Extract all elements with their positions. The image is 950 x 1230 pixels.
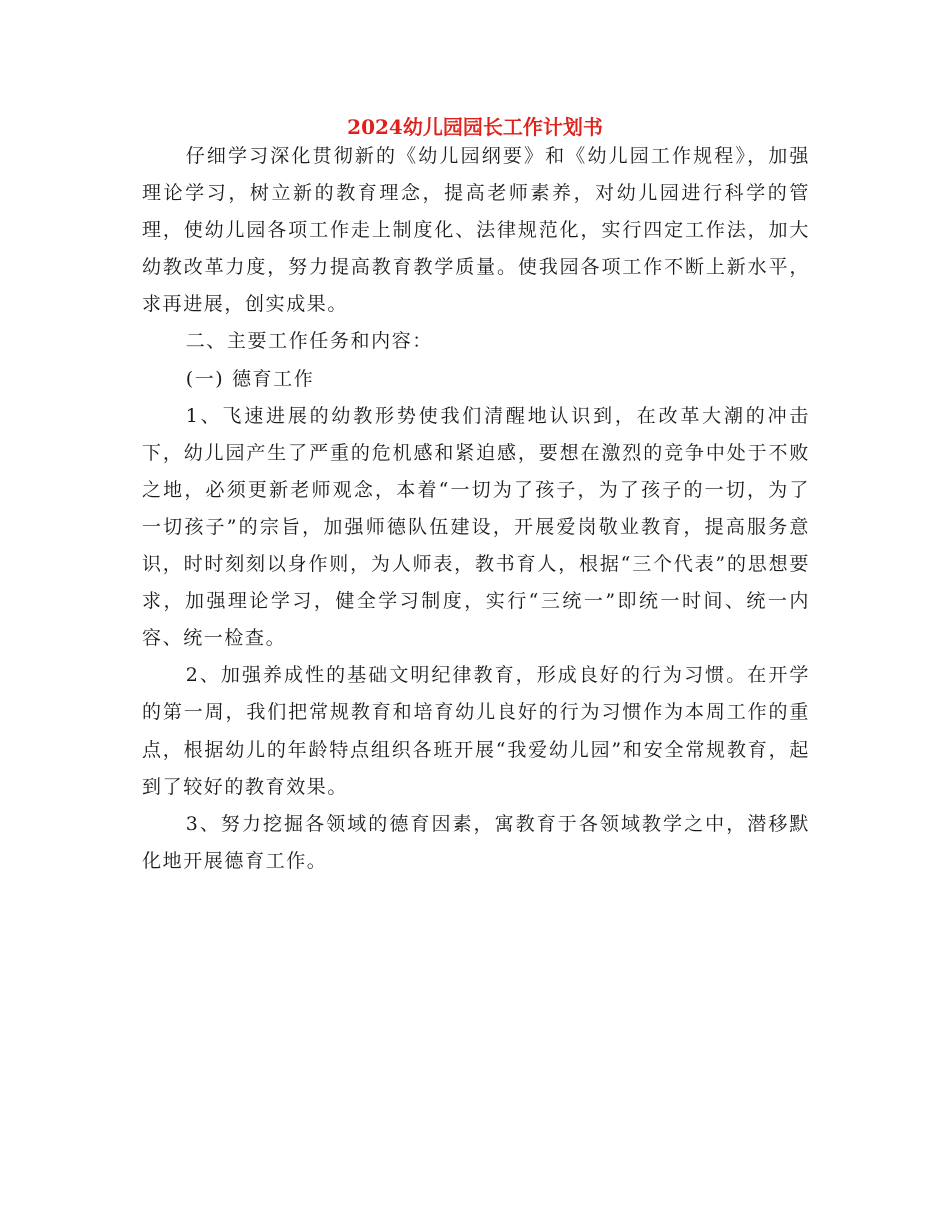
paragraph-item-3: 3、努力挖掘各领域的德育因素，寓教育于各领域教学之中，潜移默化地开展德育工作。 [142, 812, 810, 872]
paragraph-item-2: 2、加强养成性的基础文明纪律教育，形成良好的行为习惯。在开学的第一周，我们把常规教育和培育幼儿良好的行为习惯作为本周工作的重点，根据幼儿的年龄特点组织各班开展“我爱幼儿园”和安全常规教育，起到了较好的教育效果。 [142, 664, 810, 798]
paragraph-item-1: 1、飞速进展的幼教形势使我们清醒地认识到，在改革大潮的冲击下，幼儿园产生了严重的危机感和紧迫感，要想在激烈的竞争中处于不败之地，必须更新老师观念，本着“一切为了孩子，为了孩子的一切，为了一切孩子”的宗旨，加强师德队伍建设，开展爱岗敬业教育，提高服务意识，时时刻刻以身作则，为人师表，教书育人，根据“三个代表”的思想要求，加强理论学习，健全学习制度，实行“三统一”即统一时间、统一内容、统一检查。 [142, 404, 810, 650]
subsection-heading-moral-education: (一) 德育工作 [185, 367, 315, 390]
section-heading-main-tasks: 二、主要工作任务和内容： [185, 330, 433, 353]
document-title: 2024幼儿园园长工作计划书 [347, 115, 603, 139]
document-body [142, 138, 810, 880]
intro-paragraph: 仔细学习深化贯彻新的《幼儿园纲要》和《幼儿园工作规程》，加强理论学习，树立新的教育理念，提高老师素养，对幼儿园进行科学的管理，使幼儿园各项工作走上制度化、法律规范化，实行四定工作法，加大幼教改革力度，努力提高教育教学质量。使我园各项工作不断上新水平，求再进展，创实成果。 [142, 145, 810, 316]
